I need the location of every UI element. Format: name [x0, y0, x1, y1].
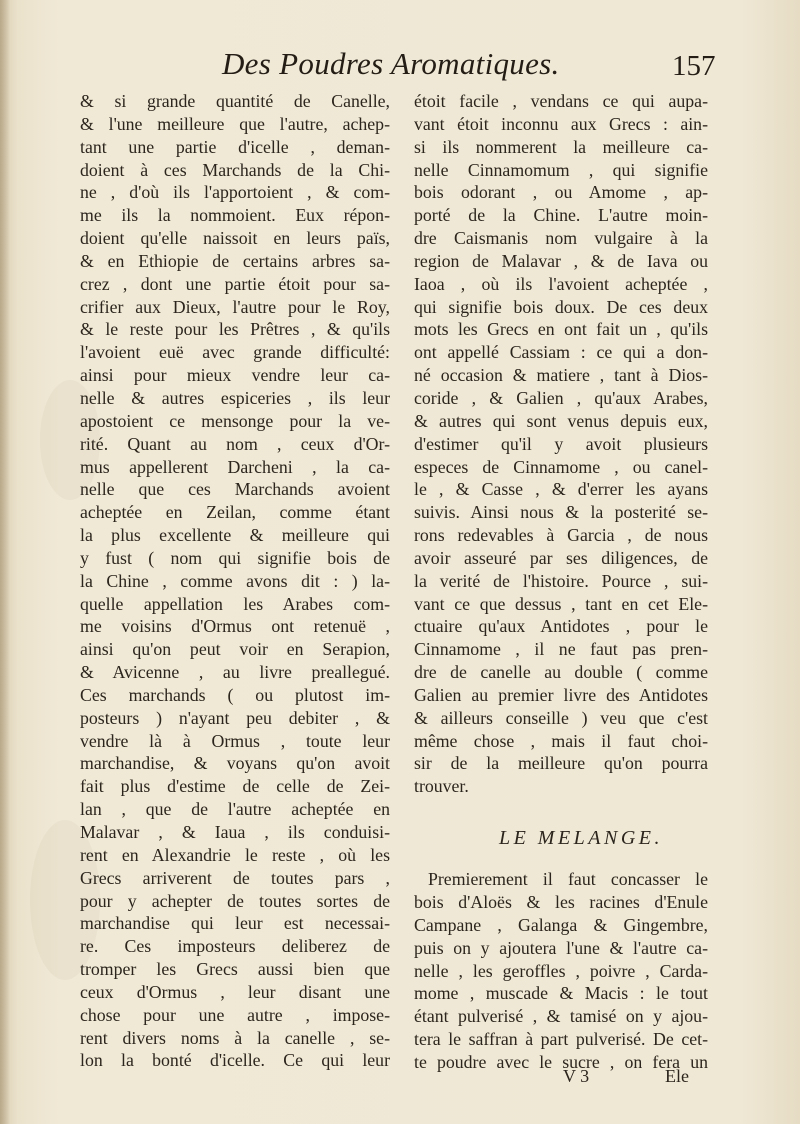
text-line: vendre là à Ormus , toute leur [80, 730, 390, 751]
text-line: lan , que de l'autre acheptée en [80, 799, 390, 820]
text-line: & en Ethiopie de certains arbres sa- [80, 250, 390, 271]
text-line: & si grande quantité de Canelle, [80, 91, 390, 111]
text-line: rité. Quant au nom , ceux d'Or- [80, 433, 390, 454]
text-line: vant ce que dessus , tant en cet Ele- [414, 593, 708, 614]
text-line: mus appellerent Darcheni , la ca- [80, 456, 390, 477]
text-line: suivis. Ainsi nous & la posterité se- [414, 502, 708, 523]
text-line: dre Caismanis nom vulgaire à la [414, 228, 708, 249]
catchword: Ele [665, 1066, 689, 1086]
text-line: même chose , mais il faut choi- [414, 730, 708, 751]
text-line: & autres qui sont venus depuis eux, [414, 410, 708, 431]
text-line: né occasion & matiere , tant à Dios- [414, 365, 708, 386]
text-line: marchandise qui leur est necessai- [80, 913, 390, 934]
text-line: tera le saffran à part pulverisé. De cet- [414, 1029, 708, 1050]
text-line: bois odorant , ou Amome , ap- [414, 182, 708, 203]
text-line: pour y achepter de toutes sortes de [80, 890, 390, 911]
text-line: vant étoit inconnu aux Grecs : ain- [414, 113, 708, 134]
text-line: nelle Cinnamomum , qui signifie [414, 159, 708, 180]
text-line: marchandise, & voyans qu'on avoit [80, 753, 390, 774]
text-line: re. Ces imposteurs deliberez de [80, 936, 390, 957]
text-line: Cinnamome , il ne faut pas pren- [414, 639, 708, 660]
page-number: 157 [672, 50, 716, 82]
text-line: lon la bonté d'icelle. Ce qui leur [80, 1050, 390, 1071]
text-line: rent en Alexandrie le reste , où les [80, 844, 390, 865]
text-line: étoit facile , vendans ce qui aupa- [414, 91, 708, 111]
text-line: coride , & Galien , qu'aux Arabes, [414, 387, 708, 408]
text-line: la Chine , comme avons dit : ) la- [80, 570, 390, 591]
text-line: apostoient ce mensonge pour la ve- [80, 410, 390, 431]
text-line: & ailleurs conseille ) veu que c'est [414, 707, 708, 728]
text-line: bois d'Aloës & les racines d'Enule [414, 892, 708, 912]
left-text-column [80, 90, 390, 1072]
text-line: d'estimer qu'il y avoit plusieurs [414, 433, 708, 454]
text-line: especes de Cinnamome , ou canel- [414, 456, 708, 477]
text-line: crez , dont une partie étoit pour sa- [80, 273, 390, 294]
text-line: & le reste pour les Prêtres , & qu'ils [80, 319, 390, 340]
text-line: mome , muscade & Macis : le tout [414, 983, 708, 1004]
text-line: tromper les Grecs aussi bien que [80, 959, 390, 980]
text-line: Campane , Galanga & Gingembre, [414, 914, 708, 935]
text-line: me voisins d'Ormus ont retenuë , [80, 616, 390, 637]
text-line: acheptée en Zeilan, comme étant [80, 502, 390, 523]
text-line: quelle appellation les Arabes com- [80, 593, 390, 614]
text-line: rent divers noms à la canelle , se- [80, 1027, 390, 1048]
text-line: Malavar , & Iaua , ils conduisi- [80, 822, 390, 842]
text-line: Ces marchands ( ou plutost im- [80, 684, 390, 705]
right-text-column [414, 90, 708, 1074]
text-line: puis on y ajoutera l'une & l'autre ca- [414, 937, 708, 958]
text-line: doient à ces Marchands de la Chi- [80, 159, 390, 180]
text-line: porté de la Chine. L'autre moin- [414, 205, 708, 226]
text-line: ne , d'où ils l'apportoient , & com- [80, 182, 390, 203]
text-line: ceux d'Ormus , leur disant une [80, 981, 390, 1002]
section-heading: LE MELANGE. [498, 827, 664, 850]
text-line: avoir asseuré par ses diligences, de [414, 547, 708, 568]
section-spacer [414, 798, 708, 822]
text-line: y fust ( nom qui signifie bois de [80, 547, 390, 568]
text-line: étant pulverisé , & tamisé on y ajou- [414, 1006, 708, 1027]
signature-mark: V 3 [563, 1066, 590, 1086]
text-line: fait plus d'estime de celle de Zei- [80, 776, 390, 797]
text-line: ont appellé Cassiam : ce qui a don- [414, 342, 708, 363]
text-line: ainsi qu'on peut voir en Serapion, [80, 639, 390, 660]
text-line: chose pour une autre , impose- [80, 1004, 390, 1025]
text-line: qui signifie bois doux. De ces deux [414, 296, 708, 317]
text-line: nelle & autres espiceries , ils leur [80, 387, 390, 408]
text-line: Premierement il faut concasser le [428, 869, 708, 890]
text-line: te poudre avec le sucre , on fera un [414, 1051, 708, 1072]
page-gutter-shadow [0, 0, 10, 1124]
text-line: sir de la meilleure qu'on pourra [414, 753, 708, 774]
page-footer [0, 1066, 800, 1096]
text-line: doient qu'elle naissoit en leurs païs, [80, 228, 390, 249]
text-line: l'avoient euë avec grande difficulté: [80, 342, 390, 363]
text-line: & Avicenne , au livre preallegué. [80, 662, 390, 683]
text-line: & l'une meilleure que l'autre, achep- [80, 113, 390, 134]
text-line: la plus excellente & meilleure qui [80, 525, 390, 546]
text-line: tant une partie d'icelle , deman- [80, 136, 390, 157]
text-line: me ils la nommoient. Eux répon- [80, 205, 390, 226]
text-line: la verité de l'histoire. Pource , sui- [414, 570, 708, 591]
text-line: ainsi pour mieux vendre leur ca- [80, 365, 390, 386]
text-line: trouver. [414, 776, 469, 797]
text-line: Galien au premier livre des Antidotes [414, 684, 708, 705]
text-line: region de Malavar , & de Iava ou [414, 250, 708, 271]
text-line: Grecs arriverent de toutes pars , [80, 867, 390, 888]
text-line: Iaoa , où ils l'avoient acheptée , [414, 273, 708, 294]
text-line: nelle , les geroffles , poivre , Carda- [414, 960, 708, 981]
running-title: Des Poudres Aromatiques. [222, 46, 560, 81]
text-line: mots les Grecs en ont fait un , qu'ils [414, 319, 708, 340]
text-line: ctuaire qu'aux Antidotes , pour le [414, 616, 708, 637]
page-header [0, 42, 800, 86]
text-line: dre de canelle au double ( comme [414, 662, 708, 683]
text-line: le , & Casse , & d'errer les ayans [414, 479, 708, 500]
text-line: si ils nommerent la meilleure ca- [414, 136, 708, 157]
text-line: nelle que ces Marchands avoient [80, 479, 390, 500]
section-spacer [414, 854, 708, 868]
text-line: rons redevables à Garcia , de nous [414, 525, 708, 546]
text-line: crifier aux Dieux, l'autre pour le Roy, [80, 296, 390, 317]
text-line: posteurs ) n'ayant peu debiter , & [80, 707, 390, 728]
